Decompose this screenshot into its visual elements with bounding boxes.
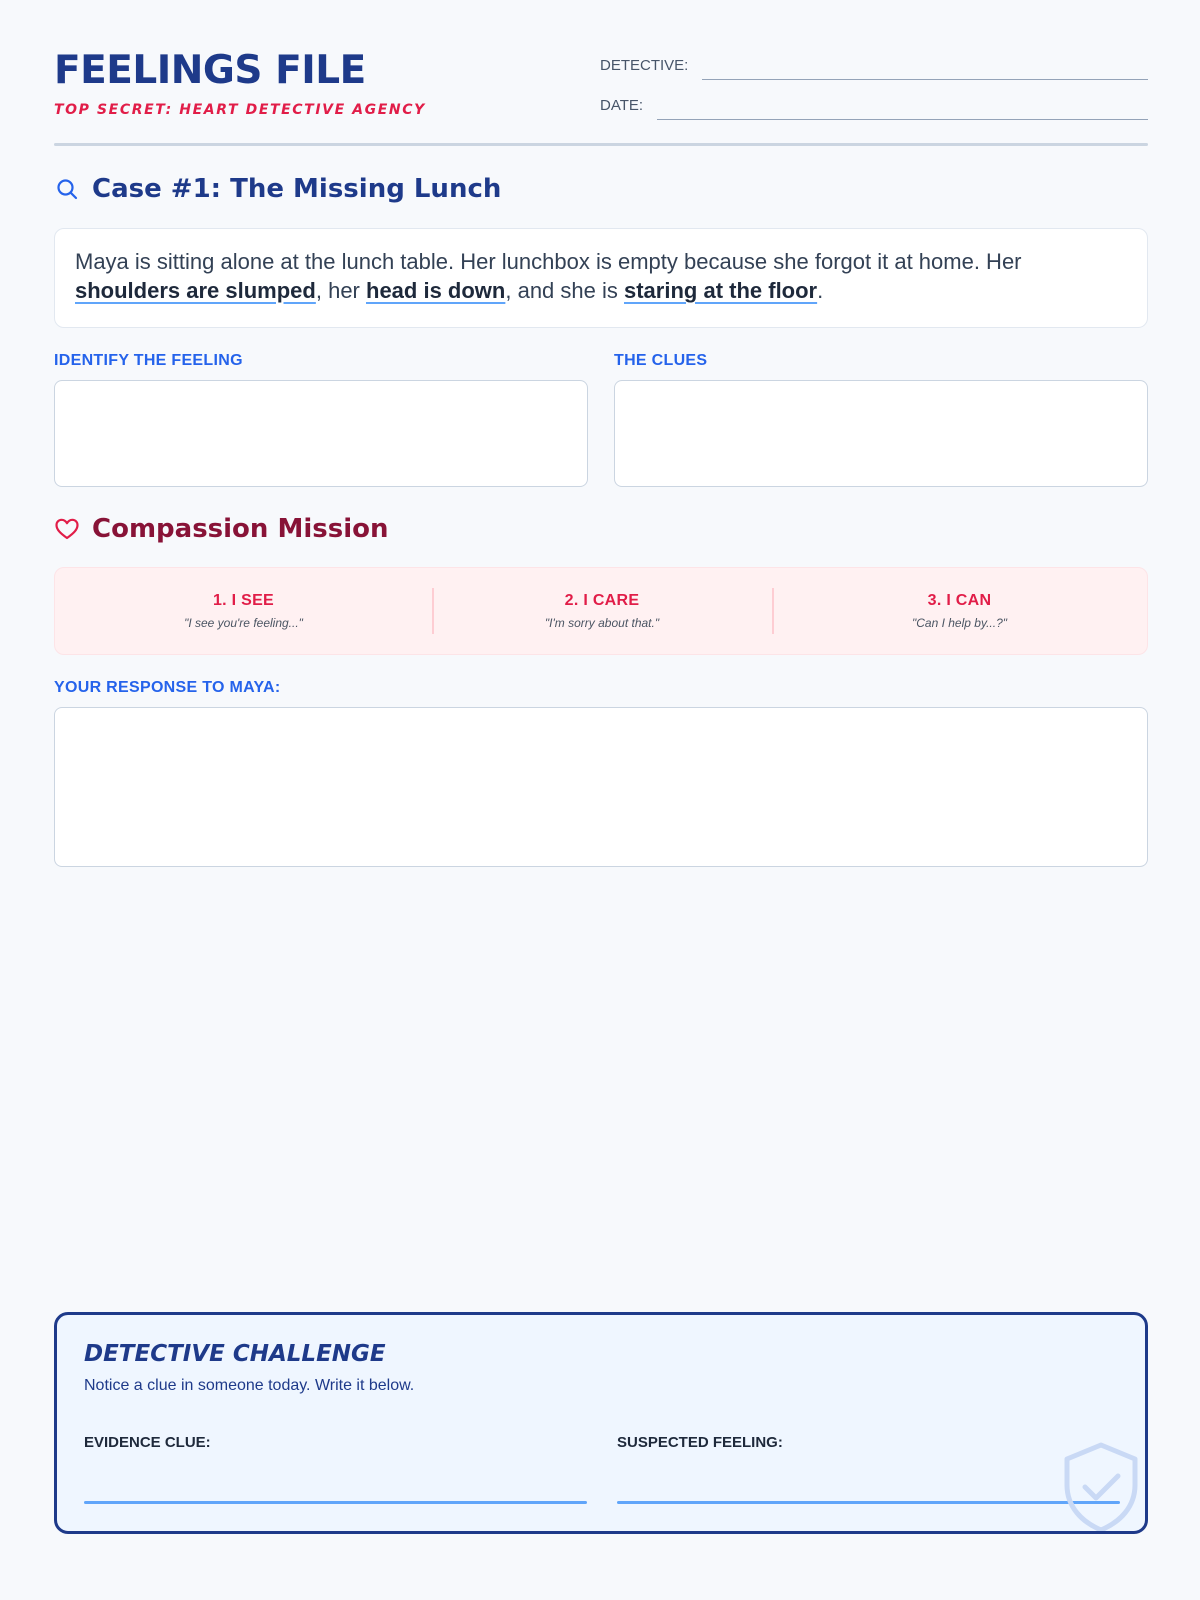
step-i-care [432, 592, 772, 630]
challenge-description: Notice a clue in someone today. Write it below. [84, 1377, 415, 1394]
heart-icon [54, 516, 80, 542]
story-text: , and she is [505, 278, 624, 303]
story-end: . [817, 278, 824, 303]
evidence-clue-line[interactable] [84, 1501, 587, 1504]
page-title: FEELINGS FILE [54, 48, 366, 93]
case-title: Case #1: The Missing Lunch [92, 174, 502, 204]
evidence-clue-label: EVIDENCE CLUE: [84, 1434, 211, 1451]
suspected-feeling-label: SUSPECTED FEELING: [617, 1434, 783, 1451]
detective-input-line[interactable] [702, 61, 1148, 80]
story-clue-floor: staring at the floor [624, 278, 818, 303]
magnifier-icon [54, 176, 80, 202]
mission-title: Compassion Mission [92, 514, 389, 544]
story-clue-shoulders: shoulders are slumped [75, 278, 316, 303]
suspected-feeling-line[interactable] [617, 1501, 1120, 1504]
worksheet [54, 0, 1148, 1600]
step-i-see [55, 592, 432, 630]
step-quote: "Can I help by...?" [911, 616, 1007, 630]
compassion-steps [54, 567, 1148, 655]
response-label: YOUR RESPONSE TO MAYA: [54, 679, 281, 696]
identify-feeling-box[interactable] [54, 380, 588, 487]
story-text: , her [315, 278, 366, 303]
response-box[interactable] [54, 707, 1148, 867]
page-subtitle: TOP SECRET: HEART DETECTIVE AGENCY [54, 102, 426, 118]
clues-label: THE CLUES [614, 352, 708, 369]
date-input-line[interactable] [657, 101, 1148, 120]
challenge-title: DETECTIVE CHALLENGE [84, 1341, 386, 1367]
shield-check-icon [1059, 1439, 1143, 1534]
detective-challenge [54, 1312, 1148, 1534]
step-quote: "I see you're feeling..." [184, 616, 303, 630]
date-label: DATE: [600, 97, 644, 114]
case-story [54, 228, 1148, 328]
detective-field [600, 54, 1148, 80]
date-field [600, 94, 1148, 120]
header-divider [54, 143, 1148, 146]
step-quote: "I'm sorry about that." [544, 616, 660, 630]
story-intro: Maya is sitting alone at the lunch table. Her lunchbox is empty because she forgot it at home. Her [75, 249, 1022, 274]
case-heading [54, 174, 501, 204]
step-i-can [772, 592, 1147, 630]
story-clue-head: head is down [366, 278, 506, 303]
mission-heading [54, 514, 389, 544]
step-title: 3. I CAN [927, 592, 992, 609]
step-title: 1. I SEE [212, 592, 275, 609]
clues-box[interactable] [614, 380, 1148, 487]
step-title: 2. I CARE [564, 592, 640, 609]
identify-feeling-label: IDENTIFY THE FEELING [54, 352, 243, 369]
detective-label: DETECTIVE: [600, 57, 689, 74]
